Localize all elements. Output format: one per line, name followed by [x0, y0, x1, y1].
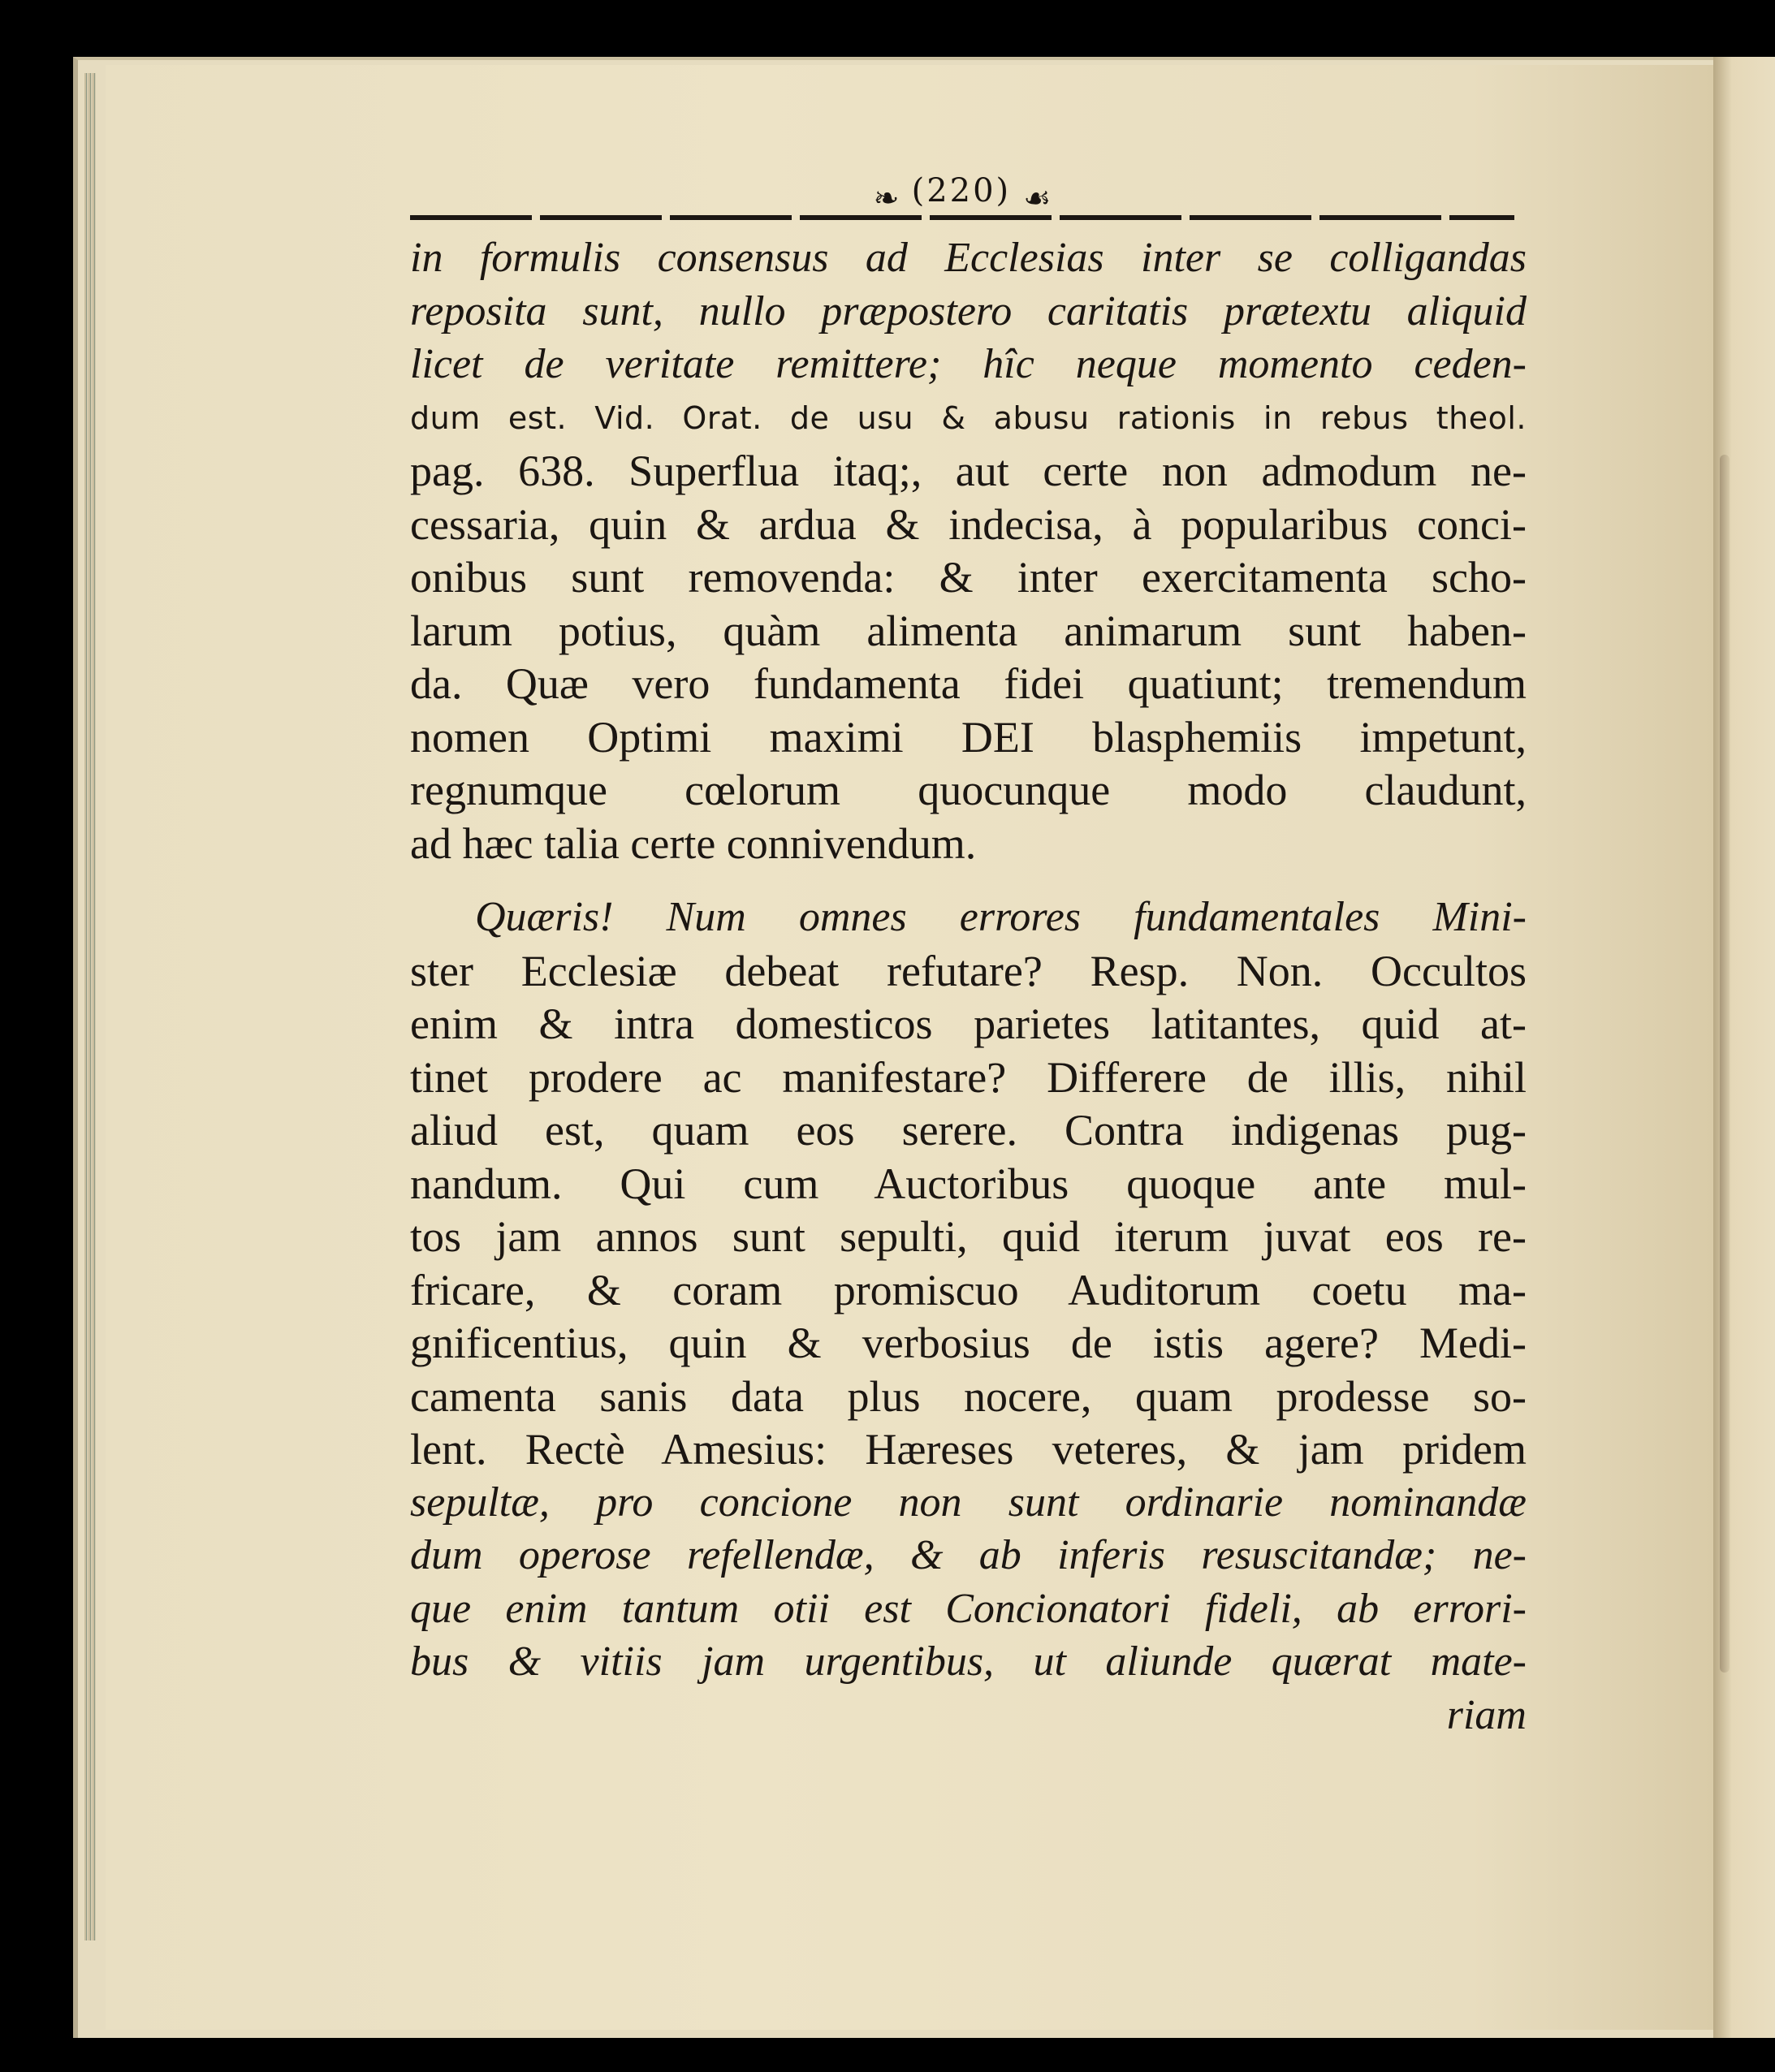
text-line: tinet prodere ac manifestare? Differere de illis, nihil: [410, 1052, 1527, 1102]
fleuron-right-icon: ☙: [1023, 179, 1052, 216]
text-line: licet de veritate remittere; hîc neque momento ceden-: [410, 341, 1527, 387]
text-line: que enim tantum otii est Concionatori fideli, ab errori-: [410, 1585, 1527, 1632]
text-line: fricare, & coram promiscuo Auditorum coetu ma-: [410, 1265, 1527, 1314]
text-line: larum potius, quàm alimenta animarum sunt haben-: [410, 606, 1527, 655]
running-header: [406, 162, 1518, 219]
text-line: bus & vitiis jam urgentibus, ut aliunde quærat mate-: [410, 1638, 1527, 1685]
text-line: enim & intra domesticos parietes latitantes, quid at-: [410, 999, 1527, 1048]
text-line: dum operose refellendæ, & ab inferis resuscitandæ; ne-: [410, 1532, 1527, 1578]
facing-page-fold: [1720, 455, 1730, 1673]
text-line: tos jam annos sunt sepulti, quid iterum juvat eos re-: [410, 1212, 1527, 1261]
page-number: (220): [911, 172, 1012, 209]
text-line: gnificentius, quin & verbosius de istis agere? Medi-: [410, 1319, 1527, 1367]
text-line: pag. 638. Superflua itaq;, aut certe non admodum ne-: [410, 447, 1527, 495]
header-rule: [410, 215, 1514, 220]
text-line: ad hæc talia certe connivendum.: [410, 818, 977, 868]
text-line: reposita sunt, nullo præpostero caritatis prætextu aliquid: [410, 287, 1527, 335]
text-line: Quæris! Num omnes errores fundamentales Mini-: [475, 894, 1527, 940]
text-line: nomen Optimi maximi DEI blasphemiis impetunt,: [410, 712, 1527, 762]
fleuron-left-icon: ❧: [873, 179, 900, 216]
text-line: nandum. Qui cum Auctoribus quoque ante mul-: [410, 1159, 1527, 1208]
text-line: camenta sanis data plus nocere, quam prodesse so-: [410, 1371, 1527, 1421]
text-line: cessaria, quin & ardua & indecisa, à popularibus conci-: [410, 499, 1527, 549]
text-line: ster Ecclesiæ debeat refutare? Resp. Non. Occultos: [410, 946, 1527, 995]
text-line: onibus sunt removenda: & inter exercitamenta scho-: [410, 553, 1527, 602]
text-line: regnumque cœlorum quocunque modo claudunt,: [410, 766, 1527, 814]
text-line: aliud est, quam eos serere. Contra indigenas pug-: [410, 1106, 1527, 1155]
page-edges: [84, 73, 96, 1940]
text-line: riam: [1446, 1691, 1527, 1738]
text-line: da. Quæ vero fundamenta fidei quatiunt; tremendum: [410, 659, 1527, 708]
text-line: dum est. Vid. Orat. de usu & abusu rationis in rebus theol.: [410, 399, 1527, 436]
text-line: sepultæ, pro concione non sunt ordinarie nominandæ: [410, 1478, 1527, 1526]
text-line: lent. Rectè Amesius: Hæreses veteres, & jam pridem: [410, 1425, 1527, 1474]
text-line: in formulis consensus ad Ecclesias inter se colligandas: [410, 235, 1527, 281]
